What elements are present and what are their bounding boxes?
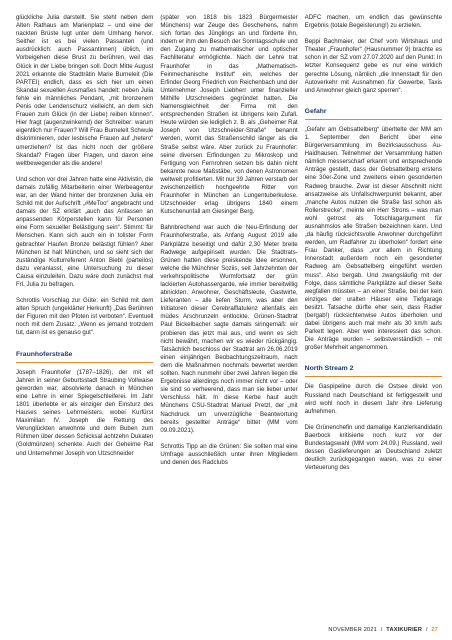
article-columns bbox=[16, 14, 442, 620]
column-1 bbox=[16, 14, 153, 620]
page-footer bbox=[328, 627, 438, 634]
section-heading-fraunhoferstrasse: Fraunhoferstraße bbox=[16, 348, 153, 363]
paragraph: Schrottis Tipp an die Grünen: Sie sollten mal eine Umfrage ausschließlich unter ihren Mitgliedern und denen des Radclubs bbox=[160, 442, 298, 466]
paragraph: ADFC machen, um endlich das gewünschte Ergebnis (totale Begeisterung!) zu erzielen. bbox=[304, 14, 442, 30]
paragraph: Die Grünenchefin und damalige Kanzlerkandidatin Baerbock kritisierte noch kurz vor der Bundestagswahl (MM vom 24.09.) Russland, weil dessen Gaslieferungen an Deutschland zuletzt deutlich zurückgegangen waren, was zu einer Verteuerung des bbox=[304, 423, 442, 472]
paragraph: Bahnbrechend war auch die Neu-Erfindung der Fraunhoferstraße, als Anfang August 2019 alle Parkplätze beseitigt und dafür 2,30 Meter breite Radwege aufgepinselt wurden. Die Stadtrats-Grünen hatten diese preiskende Idee ersonnen, welche die Münchner Soziis, seit Jahrzehnten der verkehrspolitische Wurmfortsatz der grün lackierten Autohassergarde, wie immer bereitwillig abnickten. Anwohner, Geschäftsleute, Gastwirte, Lieferanten – alle liefen Sturm, was aber den Initiatoren dieser Cerebralflatulenz allenfalls ein müdes Arschrunzeln entlockte. Grünen-Stadtrat Paul Bickelbacher sagte damals siringemäß: wir probieren das jetzt mal aus, und wenn es sich nicht bewährt, machen wir es wieder rückgängig. Tatsächlich beschloss der Stadtrat am 26.06.2019 einen einjährigen Beobachtungszeitraum, nach dem die Maßnahmen nochmals bewertet werden sollten. Nach nunmehr über zwei Jahren liegen die Ergebnisse allerdings noch immer nicht vor – oder sie sind so verheerend, dass man sie lieber unter Verschluss hält. In diese Kerbe haut auch Münchens CSU-Stadtrat Manuel Pretzl, der „mit Nachdruck um unverzügliche Beantwortung bereits gestellter Anträge“ bittet (MM vom 09.09.2021). bbox=[160, 224, 298, 434]
footer-separator: / bbox=[380, 627, 383, 633]
section-heading-north-stream: North Stream 2 bbox=[305, 362, 442, 377]
section-heading-gefahr: Gefahr bbox=[305, 105, 442, 120]
paragraph: Joseph Fraunhofer (1787–1826), der mit elf Jahren in seiner Geburtsstadt Straubing Vollwaise geworden war, absolvierte danach in München eine Lehre in einer Spiegelschleiferei. Im Jahr 1801 überlebte er als einziger den Einsturz des Hauses seines Lehrmeisters, wobei Kurfürst Maximilian IV. Joseph die Rettung des Verunglückten anwohnte und dem Buben zum Rühmen über dessen Schicksal achtzehn Dukaten (Goldmünzen) schenkte. Auch der Geheime Rat und Unternehmer Joseph von Utzschneider bbox=[16, 368, 154, 457]
paragraph: glückliche Julia darstellt. Sie steht neben dem Alten Rathaus am Marienplatz – und eine der nackten Brüste lugt unter dem Umhang hervor. Seither ist es bei vielen Passanten (und ausdrücklich: auch Passantinnen) üblich, im Vorbeigehen diese Brust zu berühren, weil das Glück in der Liebe bringen soll. Doch Mitte August 2021 erkannte die Stadträtin Marie Burneleit (Die PARTEI) endlich, dass es sich hier um einen Skandal sexuellen Ausmaßes handelt: neben Julia fehle ein männliches Pendant, „mit bronzenem Penis oder Lendenschurz vielleicht, an dem sich Frauen zum Glück (in der Liebe) reiben können“. Hier fragt (augenzwinkernd) der Schreiber: warum eigentlich nur Frauen? Will Frau Burneleit Schwule diskriminieren, oder lesbische Frauen auf „hetero“ umerziehen? Ist das nicht noch der größere Skandal? Fragen über Fragen, und davon eine weltbewegender als die andere! bbox=[16, 14, 154, 167]
column-3 bbox=[305, 14, 442, 620]
column-2 bbox=[160, 14, 297, 620]
paragraph: „Gefahr am Gebsattelberg“ überltelte der MM am 1. September den Bericht über eine Bürgerversammlung im Bezirksausschuss Au-Haidhausen. Teilnehmer der Versammlung hatten nämlich messerscharf erkannt und entsprechende Anträge gestellt, dass der Gebsattelberg erstens eine 30er-Zone und zweitens einen gesonderten Radweg brauche. Zwar ist dieser Abschnitt nicht ansatzweise als Unfallschwerpunkt bekannt, aber „manche Autos nutzen die Straße fast schon als Rollerstrecke“, meinte ein Herr Strons – was man wohl getrost als Totschlagargument für ausnahmslos alle Straßen bezeichnen kann. Und „da häufig rücksichtsvolle Anwohner durchgeführt werden, um Radfahrer zu überholen“ fordert eine Frau Danker, dass „vor allem in Richtung Innenstadt außerdem noch ein gesonderter Radweg am Gebsattelberg eingeführt werden muss“. Also bergab. Und zwangsläufig mit der Folge, dass sämtliche Parkplätze auf dieser Seite wegfallen müssten – an einer Straße, bei der kein einziges der uralten Häuser eine Tiefgarage besitzt. Tatsache dürfte eher sein, dass Radler (bergab!) rücksichtenwise Autos überholen und dabei übrigens auch mal mehr als 30 km/h aufs Parkett legen. Aber wen interessiert das schon. Die Anträge wurden – selbstverständlich – mit großer Mehrheit angenommen. bbox=[304, 125, 442, 352]
paragraph: Und schon vor drei Jahren hatte eine Aktivistin, die damals zufällig Mitarbeiterin einer Werbeagentur war, an der Wand hinter der bronzenen Julia ein Schild mit der Aufschrift „#MeToo“ angebracht und damals der SZ erklärt „auch das Anfassen an anpassenden Körperstellen kann für Personen eine Form sexueller Belästigung sein“. Stimmt: für Menschen. Kann sich auch ein in tollster Form gebrachter Haufen Bronze belästigt fühlen? Aber München ist halt München, und so sieht sich der zuständige Kulturreferent Anton Biebl (parteilos) dazu veranlasst, eine Untersuchung zu dieser Causa einzuleiten. Dazu wäre doch zunächst mal Frl. Julia zu befragen. bbox=[16, 175, 154, 288]
issue-date: NOVEMBER 2021 bbox=[328, 627, 377, 633]
page-number: 27 bbox=[431, 627, 438, 633]
magazine-name: TAXIKURIER bbox=[386, 627, 423, 633]
paragraph: Die Gaspipeline durch die Ostsee direkt von Russland nach Deutschland ist fertiggestellt und wird wohl noch in diesem Jahr ihre Lieferung aufnehmen. bbox=[304, 383, 442, 415]
paragraph: Schrottis Vorschlag zur Güte: ein Schild mit dem alten Spruch (ungeklärter Herkunft) „Das Berühren der Figuren mit den Pfoten ist verboten“. Eventuell noch mit dem Zusatz: „Wenn es jemand trotzdem tut, dann ist es genauso gut“. bbox=[16, 297, 154, 337]
paragraph: Beppi Bachmaier, der Chef vom Wirtshaus und Theater „Fraunhofer“ (Hausnummer 9) brachte es schon in der SZ vom 27.07.2020 auf den Punkt: In letzter Konsequenz gebe es nur eine wirklich gerechte Lösung, nämlich „die Innenstadt für den Autoverkehr mit Ausnahmen für Gewerbe, Taxis und Anwohner gleich ganz sperren“. bbox=[304, 38, 442, 94]
footer-separator: / bbox=[425, 627, 428, 633]
paragraph: (später von 1818 bis 1823 Bürgermeister Münchens) war Zeuge des Geschehens, nahm sich fortan des Jünglings an und förderte ihn, indem er ihm den Besuch der Sonntagsschule und den Zugang zu mathematischer und optischer Fachliteratur ermöglichte. Nach der Lehre trat Fraunhofer in das „Mathematisch-Feinmechanische Institut“ ein, welches der Erfinder Georg Friedrich von Reichenbach und der Unternehmer Joseph Liebherr unter finanzieller Mithilfe Utzschneiders gegründet hatten. Die Namensgleichheit der Firma mit den entsprechenden Straßen ist übrigens kein Zufall. Heute würden sie lediglich z. B. als „Geheimer Rat Joseph von Utzschneider-Straße“ benannt werden, womit das Straßenschild länger als die Straße selbst wäre. Aber zurück zu Fraunhofer: seine diversen Erfindungen zu Mikroskop und Fertigung von Fernrohren setzen bis dahin nicht bekannte neue Maßstäbe, von denen Astronomen weltweit profitierten. Mit nur 39 Jahren verstarb der zwischenzeitlich hochgeehrte Ritter von Fraunhofer in München an Lungentuberkulose. Utzschneider erlag übrigens 1840 einem Kutschenunfall am Giesinger Berg. bbox=[160, 14, 298, 216]
